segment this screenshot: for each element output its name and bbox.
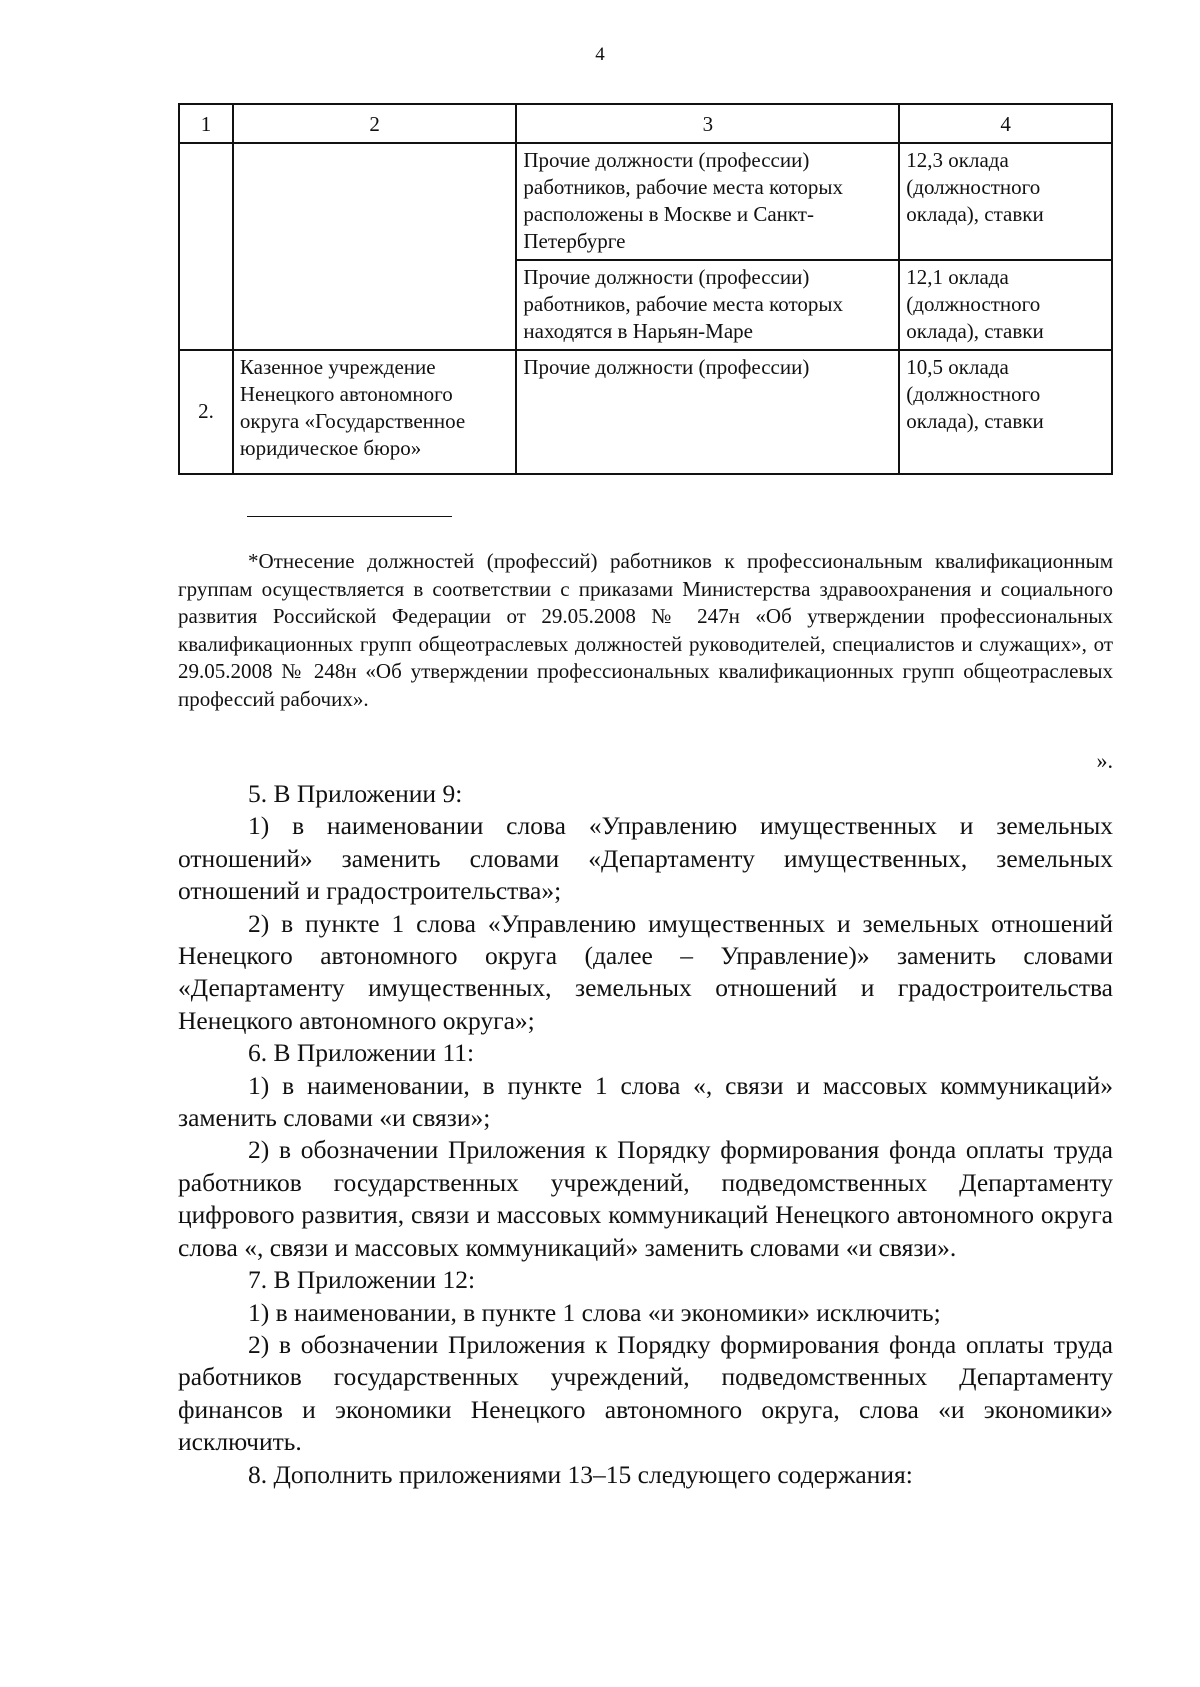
paragraph: 8. Дополнить приложениями 13–15 следующего содержания: [248,1459,913,1489]
row-number-cell [179,143,233,350]
paragraph: 1) в наименовании, в пункте 1 слова «и экономики» исключить; [248,1297,941,1327]
position-cell: Прочие должности (профессии) работников, рабочие места которых расположены в Москве и Санкт-Петербурге [516,143,899,260]
paragraph: 2) в обозначении Приложения к Порядку формирования фонда оплаты труда работников государственных учреждений, подведомственных Департаменту финансов и экономики Ненецкого автономного округа, слова «и экономики» исключить. [178,1329,1113,1457]
footnote-text: *Отнесение должностей (профессий) работников к профессиональным квалификационным группам осуществляется в соответствии с приказами Министерства здравоохранения и социального развития Российской Федерации от 29.05.2008 № 247н «Об утверждении профессиональных квалификационных групп общеотраслевых должностей руководителей, специалистов и служащих», от 29.05.2008 № 248н «Об утверждении профессиональных квалификационных групп общеотраслевых профессий рабочих». [178,549,1113,711]
paragraph: 2) в пункте 1 слова «Управлению имущественных и земельных отношений Ненецкого автономного округа (далее – Управление)» заменить словами «Департаменту имущественных, земельных отношений и градостроительства Ненецкого автономного округа»; [178,908,1113,1035]
institution-cell: Казенное учреждение Ненецкого автономного округа «Государственное юридическое бюро» [233,350,517,474]
paragraph: 5. В Приложении 9: [248,779,463,808]
position-cell: Прочие должности (профессии) [516,350,899,474]
salary-multiplier-cell: 12,1 оклада (должностного оклада), ставки [899,260,1112,350]
salary-multiplier-cell: 10,5 оклада (должностного оклада), ставки [899,350,1112,474]
table-header-cell: 4 [899,104,1112,143]
salary-table [178,103,1113,475]
position-cell: Прочие должности (профессии) работников, рабочие места которых находятся в Нарьян-Маре [516,260,899,350]
paragraph: 1) в наименовании, в пункте 1 слова «, связи и массовых коммуникаций» заменить словами «и связи»; [178,1070,1113,1133]
paragraph: 2) в обозначении Приложения к Порядку формирования фонда оплаты труда работников государственных учреждений, подведомственных Департаменту цифрового развития, связи и массовых коммуникаций Ненецкого автономного округа слова «, связи и массовых коммуникаций» заменить словами «и связи». [178,1135,1113,1262]
table-header-cell: 3 [516,104,899,143]
institution-cell [233,143,517,350]
amendment-paragraphs [178,778,1113,1491]
paragraph: 1) в наименовании слова «Управлению имущественных и земельных отношений» заменить словами «Департаменту имущественных, земельных отношений и градостроительства»; [178,811,1113,906]
row-number-cell: 2. [179,350,233,474]
footnote-divider [247,516,452,517]
paragraph: 6. В Приложении 11: [248,1038,475,1068]
table-header-row [179,104,1112,143]
paragraph: 7. В Приложении 12: [248,1265,476,1295]
table-header-cell: 2 [233,104,517,143]
page-number: 4 [595,44,605,65]
table-row [179,350,1112,474]
salary-multiplier-cell: 12,3 оклада (должностного оклада), ставки [899,143,1112,260]
table-row [179,143,1112,260]
table-header-cell: 1 [179,104,233,143]
closing-quote: ». [1096,748,1113,773]
